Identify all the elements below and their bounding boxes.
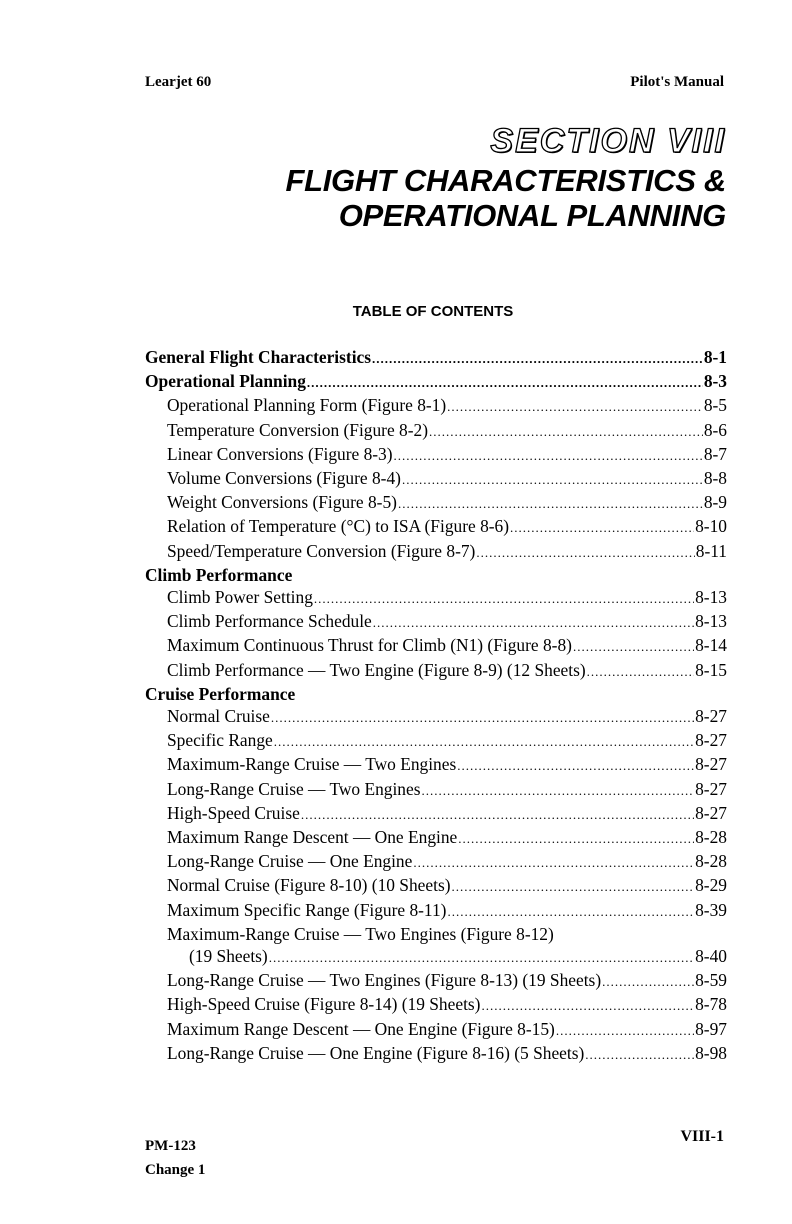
toc-entry-label: Linear Conversions (Figure 8-3)	[167, 443, 393, 464]
toc-entry	[145, 419, 727, 443]
toc-entry	[145, 346, 727, 370]
toc-entry	[145, 729, 727, 753]
toc-dot-leader	[602, 971, 694, 993]
toc-entry-label: General Flight Characteristics	[145, 347, 372, 367]
toc-entry-label: Long-Range Cruise — Two Engines	[167, 778, 421, 799]
toc-dot-leader	[398, 493, 703, 515]
toc-entry-page: 8-3	[703, 371, 727, 392]
toc-entry-label: Maximum Range Descent — One Engine	[167, 827, 458, 848]
toc-entry-page: 8-10	[695, 516, 727, 537]
toc-entry-page: 8-98	[695, 1042, 727, 1063]
toc-entry	[145, 540, 727, 564]
table-of-contents	[145, 346, 727, 1066]
toc-entry-label: High-Speed Cruise (Figure 8-14) (19 Sheets)	[167, 994, 481, 1015]
toc-entry	[145, 659, 727, 683]
toc-entry-label: Climb Power Setting	[167, 587, 313, 608]
toc-entry	[145, 491, 727, 515]
toc-entry	[145, 1042, 727, 1066]
toc-dot-leader	[429, 421, 703, 443]
header-manual-title: Pilot's Manual	[630, 74, 724, 90]
toc-entry-label: Temperature Conversion (Figure 8-2)	[167, 419, 429, 440]
toc-heading: TABLE OF CONTENTS	[352, 303, 514, 320]
toc-entry	[145, 683, 727, 705]
toc-dot-leader	[394, 445, 703, 467]
toc-dot-leader	[301, 804, 694, 826]
toc-entry-page: 8-13	[695, 587, 727, 608]
toc-entry	[145, 753, 727, 777]
toc-dot-leader	[458, 828, 694, 850]
toc-entry-page: 8-9	[703, 492, 727, 513]
toc-dot-leader	[373, 612, 694, 634]
toc-entry-label: Normal Cruise (Figure 8-10) (10 Sheets)	[167, 875, 451, 896]
toc-entry-page: 8-27	[695, 802, 727, 823]
toc-entry-page: 8-5	[703, 395, 727, 416]
toc-entry-page: 8-11	[695, 540, 727, 561]
toc-entry	[145, 564, 727, 586]
toc-entry-page: 8-28	[695, 851, 727, 872]
toc-entry	[145, 923, 727, 945]
toc-dot-leader	[314, 588, 694, 610]
toc-entry	[145, 634, 727, 658]
toc-dot-leader	[447, 901, 694, 923]
footer-doc-number: PM-123	[145, 1138, 196, 1154]
toc-entry-label: Climb Performance Schedule	[167, 611, 372, 632]
toc-dot-leader	[269, 947, 694, 969]
toc-entry	[145, 778, 727, 802]
section-title-line-1: FLIGHT CHARACTERISTICS &	[285, 163, 726, 198]
toc-entry-label: Long-Range Cruise — One Engine	[167, 851, 413, 872]
toc-dot-leader	[402, 469, 703, 491]
toc-entry	[145, 945, 727, 969]
toc-entry-page: 8-7	[703, 443, 727, 464]
toc-entry-page: 8-27	[695, 778, 727, 799]
toc-entry-label: Maximum Range Descent — One Engine (Figure 8-15)	[167, 1018, 555, 1039]
toc-entry	[145, 705, 727, 729]
toc-entry-page: 8-15	[695, 659, 727, 680]
toc-dot-leader	[510, 517, 694, 539]
toc-entry	[145, 899, 727, 923]
toc-entry-label: Maximum-Range Cruise — Two Engines	[167, 754, 457, 775]
toc-entry-page: 8-14	[695, 635, 727, 656]
toc-entry	[145, 610, 727, 634]
toc-entry	[145, 1018, 727, 1042]
toc-entry-label: Maximum Continuous Thrust for Climb (N1) (Figure 8-8)	[167, 635, 572, 656]
toc-entry-page: 8-27	[695, 730, 727, 751]
toc-entry-label: Operational Planning Form (Figure 8-1)	[167, 395, 447, 416]
toc-entry	[145, 874, 727, 898]
toc-entry-label: (19 Sheets)	[189, 946, 268, 967]
toc-entry-label: Speed/Temperature Conversion (Figure 8-7)	[167, 540, 476, 561]
toc-entry	[145, 969, 727, 993]
toc-entry-label: Long-Range Cruise — Two Engines (Figure 8-13) (19 Sheets)	[167, 970, 602, 991]
toc-entry-page: 8-28	[695, 827, 727, 848]
toc-entry-label: Normal Cruise	[167, 706, 270, 727]
toc-entry-page: 8-39	[695, 899, 727, 920]
toc-dot-leader	[573, 636, 694, 658]
toc-entry-label: Cruise Performance	[145, 683, 296, 704]
toc-entry-label: Climb Performance — Two Engine (Figure 8-9) (12 Sheets)	[167, 659, 586, 680]
toc-dot-leader	[413, 852, 694, 874]
footer-page-number: VIII-1	[680, 1128, 724, 1145]
toc-dot-leader	[422, 780, 695, 802]
toc-dot-leader	[447, 396, 703, 418]
toc-entry-page: 8-40	[695, 946, 727, 967]
section-title-line-2: OPERATIONAL PLANNING	[338, 198, 726, 233]
toc-dot-leader	[307, 372, 703, 394]
toc-entry-page: 8-78	[695, 994, 727, 1015]
toc-dot-leader	[556, 1020, 694, 1042]
toc-entry-label: Maximum Specific Range (Figure 8-11)	[167, 899, 447, 920]
toc-dot-leader	[271, 707, 694, 729]
toc-entry-label: Operational Planning	[145, 371, 306, 392]
toc-entry-page: 8-13	[695, 611, 727, 632]
toc-entry-page: 8-27	[695, 754, 727, 775]
toc-entry-label: Weight Conversions (Figure 8-5)	[167, 492, 397, 513]
toc-dot-leader	[481, 995, 694, 1017]
toc-dot-leader	[372, 348, 703, 370]
toc-dot-leader	[585, 1044, 694, 1066]
toc-entry-label: Specific Range	[167, 730, 273, 751]
toc-entry-label: Maximum-Range Cruise — Two Engines (Figure 8-12)	[167, 923, 554, 944]
toc-entry-page: 8-97	[695, 1018, 727, 1039]
toc-entry-label: Volume Conversions (Figure 8-4)	[167, 468, 401, 489]
toc-entry	[145, 802, 727, 826]
toc-dot-leader	[452, 876, 695, 898]
toc-entry	[145, 467, 727, 491]
toc-entry	[145, 394, 727, 418]
toc-entry	[145, 443, 727, 467]
toc-entry	[145, 826, 727, 850]
toc-dot-leader	[587, 661, 694, 683]
toc-entry-page: 8-29	[695, 875, 727, 896]
header-aircraft: Learjet 60	[145, 74, 212, 90]
footer-change: Change 1	[145, 1162, 206, 1178]
toc-entry-page: 8-59	[695, 970, 727, 991]
toc-entry-page: 8-6	[703, 419, 727, 440]
toc-entry	[145, 586, 727, 610]
section-label: SECTION VIII	[490, 122, 726, 160]
toc-entry-label: Long-Range Cruise — One Engine (Figure 8-16) (5 Sheets)	[167, 1042, 585, 1063]
toc-dot-leader	[476, 542, 694, 564]
toc-entry-page: 8-8	[703, 468, 727, 489]
toc-entry	[145, 515, 727, 539]
toc-entry	[145, 850, 727, 874]
toc-dot-leader	[457, 755, 694, 777]
toc-entry-page: 8-1	[703, 347, 727, 367]
footer-left	[145, 1134, 205, 1182]
toc-dot-leader	[274, 731, 694, 753]
toc-entry	[145, 993, 727, 1017]
toc-entry-label: Climb Performance	[145, 564, 293, 585]
toc-entry-page: 8-27	[695, 706, 727, 727]
toc-entry	[145, 370, 727, 394]
toc-entry-label: High-Speed Cruise	[167, 802, 300, 823]
toc-entry-label: Relation of Temperature (°C) to ISA (Figure 8-6)	[167, 516, 510, 537]
